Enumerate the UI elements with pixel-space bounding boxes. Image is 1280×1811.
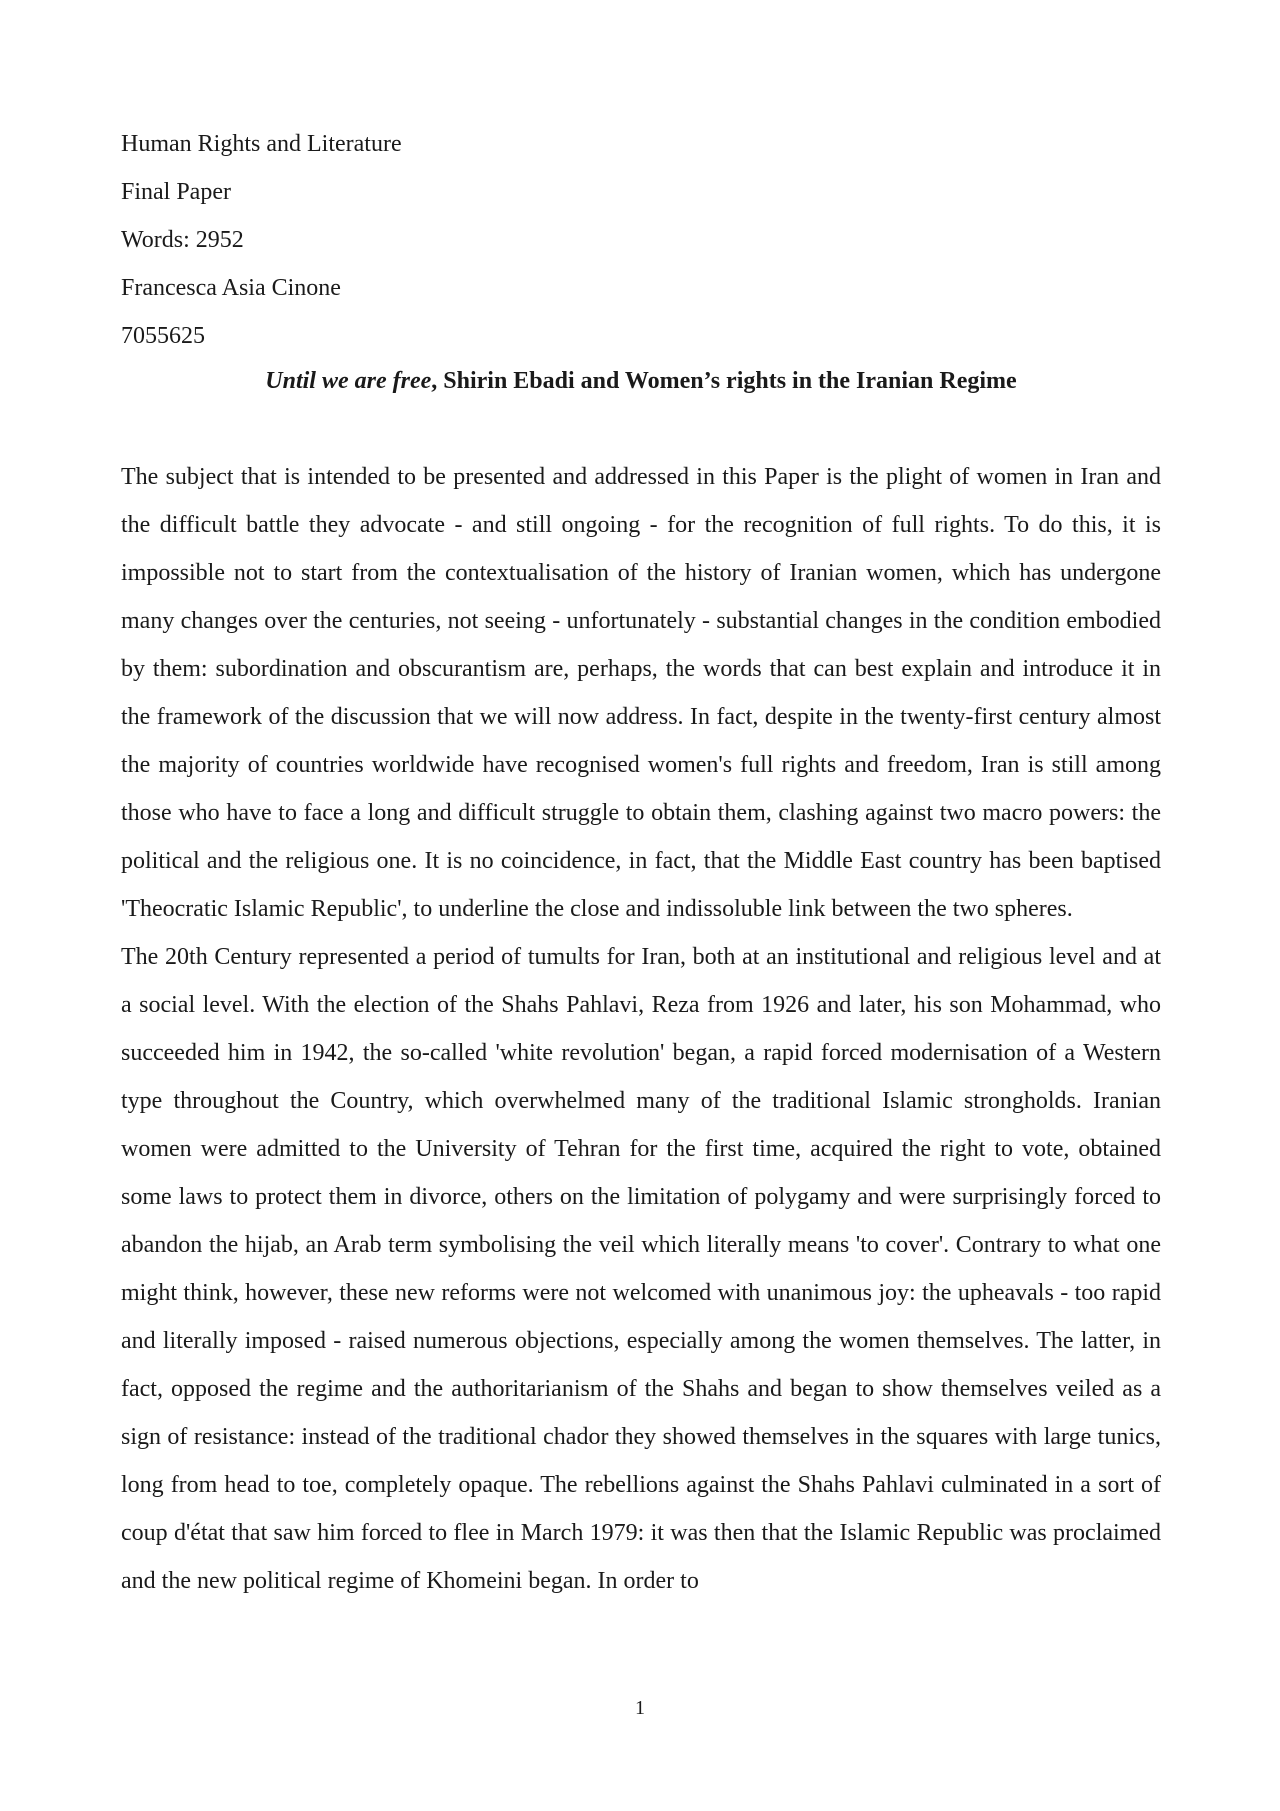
paper-header [121,120,1161,360]
course-name: Human Rights and Literature [121,131,402,157]
title-italic-part: Until we are free [265,368,432,394]
paragraph: The subject that is intended to be presented and addressed in this Paper is the plight of women in Iran and the difficult battle they advocate - and still ongoing - for the recognition of full rights. To do this, it is impossible not to start from the contextualisation of the history of Iranian women, which has undergone many changes over the centuries, not seeing - unfortunately - substantial changes in the condition embodied by them: subordination and obscurantism are, perhaps, the words that can best explain and introduce it in the framework of the discussion that we will now address. In fact, despite in the twenty-first century almost the majority of countries worldwide have recognised women's full rights and freedom, Iran is still among those who have to face a long and difficult struggle to obtain them, clashing against two macro powers: the political and the religious one. It is no coincidence, in fact, that the Middle East country has been baptised 'Theocratic Islamic Republic', to underline the close and indissoluble link between the two spheres. [121,464,1161,922]
author-name: Francesca Asia Cinone [121,275,341,301]
body-text [121,453,1161,1605]
paragraph: The 20th Century represented a period of tumults for Iran, both at an institutional and religious level and at a social level. With the election of the Shahs Pahlavi, Reza from 1926 and later, his son Mohammad, who succeeded him in 1942, the so-called 'white revolution' began, a rapid forced modernisation of a Western type throughout the Country, which overwhelmed many of the traditional Islamic strongholds. Iranian women were admitted to the University of Tehran for the first time, acquired the right to vote, obtained some laws to protect them in divorce, others on the limitation of polygamy and were surprisingly forced to abandon the hijab, an Arab term symbolising the veil which literally means 'to cover'. Contrary to what one might think, however, these new reforms were not welcomed with unanimous joy: the upheavals - too rapid and literally imposed - raised numerous objections, especially among the women themselves. The latter, in fact, opposed the regime and the authoritarianism of the Shahs and began to show themselves veiled as a sign of resistance: instead of the traditional chador they showed themselves in the squares with large tunics, long from head to toe, completely opaque. The rebellions against the Shahs Pahlavi culminated in a sort of coup d'état that saw him forced to flee in March 1979: it was then that the Islamic Republic was proclaimed and the new political regime of Khomeini began. In order to [121,944,1161,1594]
title-rest: , Shirin Ebadi and Women’s rights in the Iranian Regime [431,368,1017,394]
paper-title [121,357,1161,405]
student-id: 7055625 [121,323,205,349]
page-number: 1 [635,1697,645,1719]
word-count: Words: 2952 [121,227,244,253]
paper-type: Final Paper [121,179,231,205]
